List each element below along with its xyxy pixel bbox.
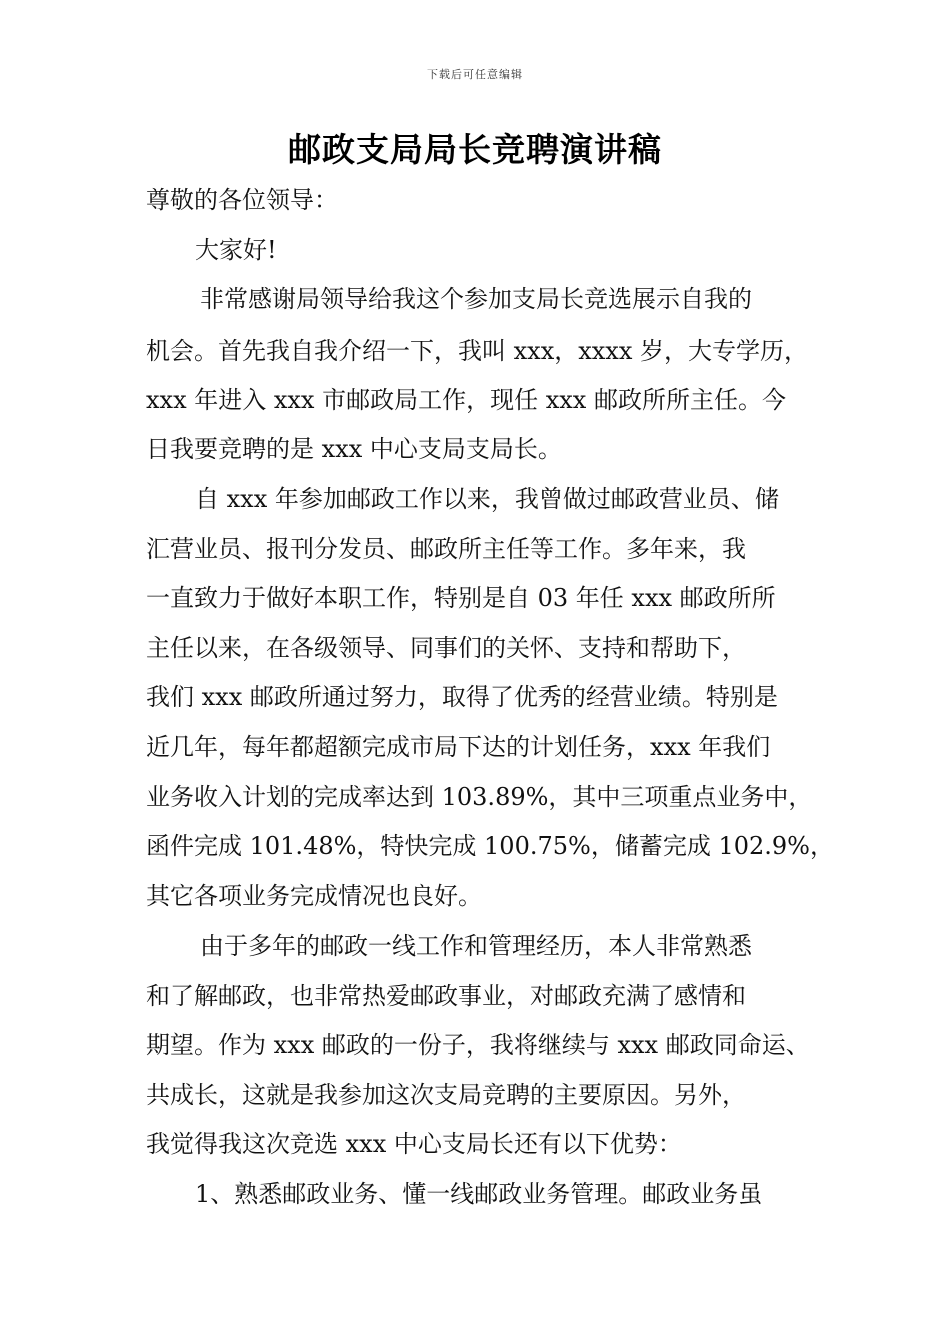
salutation: 尊敬的各位领导： xyxy=(146,186,338,214)
paragraph-2-line-8: 函件完成 101.48%，特快完成 100.75%，储蓄完成 102.9%， xyxy=(146,832,834,860)
paragraph-2-line-5: 我们 xxx 邮政所通过努力，取得了优秀的经营业绩。特别是 xyxy=(146,683,778,711)
document-title: 邮政支局局长竞聘演讲稿 xyxy=(288,130,662,169)
paragraph-1-line-3: xxx 年进入 xxx 市邮政局工作，现任 xxx 邮政所所主任。今 xyxy=(146,386,786,414)
paragraph-3-line-4: 共成长，这就是我参加这次支局竞聘的主要原因。另外， xyxy=(146,1081,746,1109)
paragraph-2-line-9: 其它各项业务完成情况也良好。 xyxy=(146,882,482,910)
paragraph-1-line-1: 非常感谢局领导给我这个参加支局长竞选展示自我的 xyxy=(200,285,752,313)
paragraph-1-line-2: 机会。首先我自我介绍一下，我叫 xxx，xxxx 岁，大专学历， xyxy=(146,337,809,365)
paragraph-2-line-6: 近几年，每年都超额完成市局下达的计划任务，xxx 年我们 xyxy=(146,733,771,761)
paragraph-2-line-4: 主任以来，在各级领导、同事们的关怀、支持和帮助下， xyxy=(146,634,746,662)
list-item-1-line-1: 1、熟悉邮政业务、懂一线邮政业务管理。邮政业务虽 xyxy=(195,1180,763,1208)
paragraph-2-line-1: 自 xxx 年参加邮政工作以来，我曾做过邮政营业员、储 xyxy=(195,485,779,513)
paragraph-2-line-2: 汇营业员、报刊分发员、邮政所主任等工作。多年来，我 xyxy=(146,535,746,563)
paragraph-3-line-3: 期望。作为 xxx 邮政的一份子，我将继续与 xxx 邮政同命运、 xyxy=(146,1031,810,1059)
paragraph-2-line-7: 业务收入计划的完成率达到 103.89%，其中三项重点业务中， xyxy=(146,783,813,811)
paragraph-3-line-1: 由于多年的邮政一线工作和管理经历，本人非常熟悉 xyxy=(200,932,752,960)
paragraph-3-line-2: 和了解邮政，也非常热爱邮政事业，对邮政充满了感情和 xyxy=(146,982,746,1010)
paragraph-3-line-5: 我觉得我这次竞选 xxx 中心支局长还有以下优势： xyxy=(146,1130,682,1158)
page-header-note: 下载后可任意编辑 xyxy=(427,68,523,81)
paragraph-1-line-4: 日我要竞聘的是 xxx 中心支局支局长。 xyxy=(146,435,562,463)
greeting: 大家好! xyxy=(195,236,277,264)
paragraph-2-line-3: 一直致力于做好本职工作，特别是自 03 年任 xxx 邮政所所 xyxy=(146,584,776,612)
